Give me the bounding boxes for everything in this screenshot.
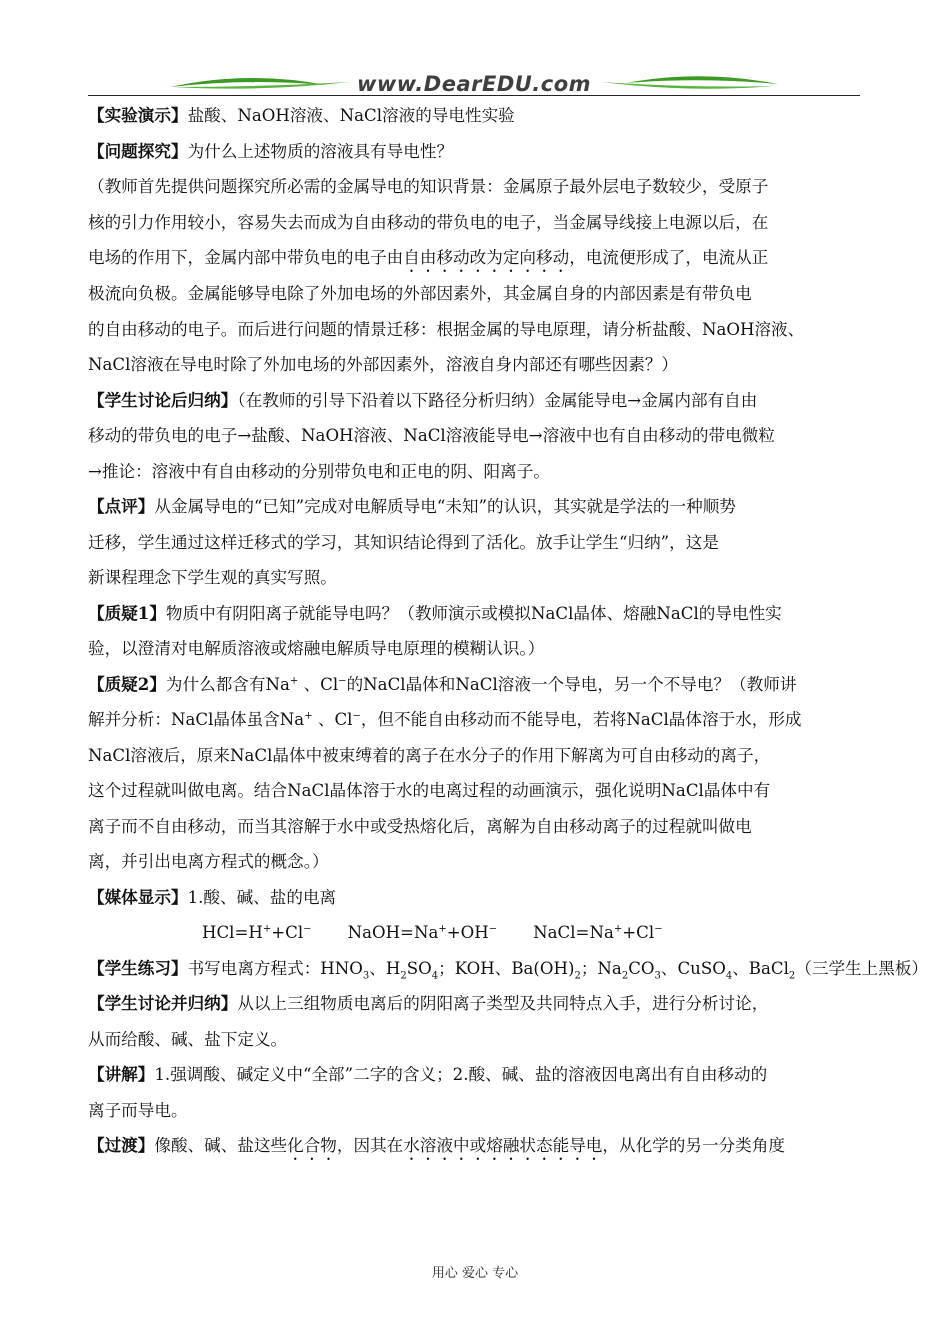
text-line: （教师首先提供问题探究所必需的金属导电的知识背景：金属原子最外层电子数较少，受原子 <box>88 177 769 196</box>
text-line <box>88 1057 864 1093</box>
text-line: 极流向负极。金属能够导电除了外加电场的外部因素外，其金属自身的内部因素是有带负电 <box>88 284 752 303</box>
header-divider <box>88 95 860 96</box>
text-line: 迁移，学生通过这样迁移式的学习，其知识结论得到了活化。放手让学生“归纳”，这是 <box>88 532 719 552</box>
text-line: 离子而不自由移动，而当其溶解于水中或受热熔化后，离解为自由移动离子的过程就叫做电 <box>88 816 752 836</box>
text: ，从化学的另一分类角度 <box>602 1136 785 1155</box>
emphasized-text: 水溶液中或熔融状态能导电 <box>403 1136 603 1155</box>
text-line <box>88 240 864 276</box>
text-line: 离，并引出电离方程式的概念。） <box>88 852 329 871</box>
charge: + <box>304 710 313 722</box>
text-line <box>88 489 864 525</box>
text: ，因其在 <box>336 1136 404 1155</box>
text: ，但不能自由移动而不能导电，若将NaCl晶体溶于水，形成 <box>360 710 802 729</box>
paragraph-experiment <box>88 98 864 134</box>
text: 从以上三组物质电离后的阴阳离子类型及共同特点入手，进行分析讨论， <box>237 994 769 1013</box>
paragraph-question <box>88 134 864 170</box>
text: 1.酸、碱、盐的电离 <box>187 887 337 907</box>
section-tag: 【讲解】 <box>88 1064 155 1084</box>
text-line <box>88 383 864 419</box>
equation-line <box>88 915 864 951</box>
text-line: 新课程理念下学生观的真实写照。 <box>88 568 337 587</box>
text: 像酸、碱、盐这些 <box>154 1136 288 1155</box>
text: 为什么上述物质的溶液具有导电性？ <box>187 141 454 161</box>
page-header <box>88 68 860 98</box>
text-line <box>88 702 864 738</box>
charge: + <box>289 674 299 686</box>
text: 从金属导电的“已知”完成对电解质导电“未知”的认识，其实就是学法的一种顺势 <box>154 497 736 516</box>
emphasized-text: 自由移动改为定向移动 <box>403 248 570 267</box>
text: ，电流便形成了，电流从正 <box>569 248 769 267</box>
text: 、Cl <box>312 710 353 729</box>
page-footer: 用心 爱心 专心 <box>431 1266 519 1281</box>
text-line: 验，以澄清对电解质溶液或熔融电解质导电原理的模糊认识。） <box>88 639 545 658</box>
section-tag: 【问题探究】 <box>88 140 188 161</box>
text-line <box>88 667 864 703</box>
section-tag: 【学生讨论后归纳】 <box>88 389 238 410</box>
text-line <box>88 880 864 916</box>
section-tag: 【过渡】 <box>88 1135 155 1155</box>
text: 电场的作用下，金属内部中带负电的电子由 <box>88 248 404 267</box>
text-line: NaCl溶液在导电时除了外加电场的外部因素外，溶液自身内部还有哪些因素？） <box>88 355 679 374</box>
section-tag: 【媒体显示】 <box>88 886 188 907</box>
text: 为什么都含有Na <box>165 674 290 694</box>
section-tag: 【质疑2】 <box>88 673 166 694</box>
section-tag: 【学生练习】 <box>88 957 188 978</box>
text: （在教师的引导下沿着以下路径分析归纳）金属能导电→金属内部有自由 <box>237 390 758 410</box>
equation-hcl: HCl=H++Cl− <box>202 923 312 942</box>
section-tag: 【质疑1】 <box>88 602 166 623</box>
charge: − <box>338 674 347 686</box>
text-line: 这个过程就叫做电离。结合NaCl晶体溶于水的电离过程的动画演示，强化说明NaCl晶体中有 <box>88 781 771 800</box>
text-line: 【学生练习】书写电离方程式：$HNO_3$、$H_2SO_4$；KOH、$Ba(OH)_2$；$Na_2CO_3$、CuSO$_4$、BaCl$_2$（三学生上黑板） <box>88 957 929 981</box>
text-line: NaCl溶液后，原来NaCl晶体中被束缚着的离子在水分子的作用下解离为可自由移动的离子， <box>88 745 771 765</box>
text: 、Cl <box>298 674 339 694</box>
text-line <box>88 986 864 1022</box>
section-tag: 【实验演示】 <box>88 105 188 125</box>
text-line: 离子而导电。 <box>88 1100 188 1120</box>
text-line: 从而给酸、碱、盐下定义。 <box>88 1029 288 1049</box>
section-tag: 【学生讨论并归纳】 <box>88 993 238 1013</box>
emphasized-text: 化合物 <box>287 1136 337 1155</box>
text-line <box>88 596 864 632</box>
text: 盐酸、NaOH溶液、NaCl溶液的导电性实验 <box>187 106 515 125</box>
text: 物质中有阴阳离子就能导电吗？（教师演示或模拟NaCl晶体、熔融NaCl的导电性实 <box>165 603 782 623</box>
text-line: 核的引力作用较小，容易失去而成为自由移动的带负电的电子，当金属导线接上电源以后，在 <box>88 212 769 232</box>
text: 1.强调酸、碱定义中“全部”二字的含义；2.酸、碱、盐的溶液因电离出有自由移动的 <box>154 1065 768 1084</box>
document-body <box>88 98 929 1164</box>
text-line: 移动的带负电的电子→盐酸、NaOH溶液、NaCl溶液能导电→溶液中也有自由移动的带电微粒 <box>88 426 775 445</box>
text-line <box>88 1128 864 1164</box>
equation-naoh: NaOH=Na++OH− <box>347 923 498 942</box>
text: 的NaCl晶体和NaCl溶液一个导电，另一个不导电？（教师讲 <box>346 674 797 694</box>
text-line: 的自由移动的电子。而后进行问题的情景迁移：根据金属的导电原理，请分析盐酸、NaOH溶液、 <box>88 319 805 339</box>
equation-nacl: NaCl=Na++Cl− <box>533 923 663 942</box>
site-logo: www.DearEDU.com <box>356 72 592 96</box>
charge: − <box>352 710 361 722</box>
text: 解并分析：NaCl晶体虽含Na <box>88 710 305 729</box>
section-tag: 【点评】 <box>88 496 155 516</box>
text-line: →推论：溶液中有自由移动的分别带负电和正电的阴、阳离子。 <box>88 461 550 481</box>
